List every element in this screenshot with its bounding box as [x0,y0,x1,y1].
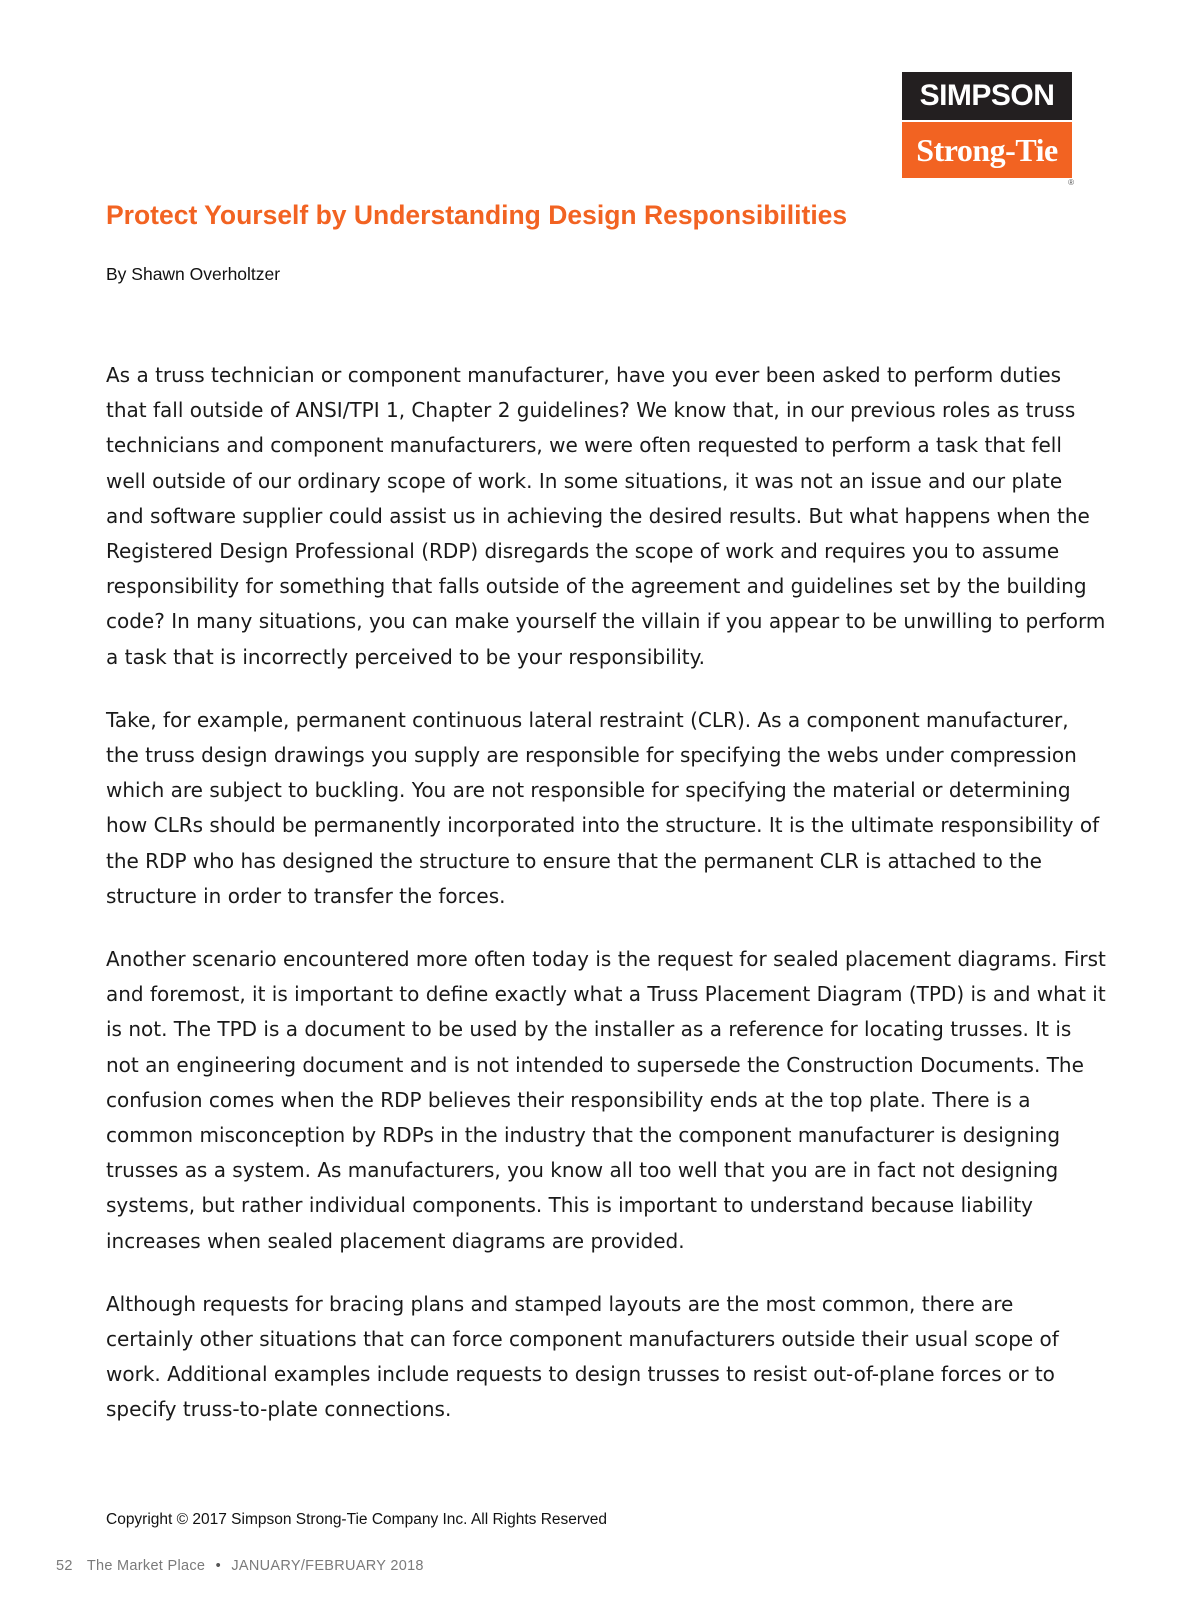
page-footer [56,1558,434,1574]
copyright-notice: Copyright © 2017 Simpson Strong-Tie Company Inc. All Rights Reserved [106,1511,608,1528]
paragraph-2: Take, for example, permanent continuous lateral restraint (CLR). As a component manufacturer, the truss design drawings you supply are responsible for specifying the webs under compression which are subject to buckling. You are not responsible for specifying the material or determining how CLRs should be permanently incorporated into the structure. It is the ultimate responsibility of the RDP who has designed the structure to ensure that the permanent CLR is attached to the structure in order to transfer the forces. [106,707,1100,908]
paragraph-1: As a truss technician or component manufacturer, have you ever been asked to perform duties that fall outside of ANSI/TPI 1, Chapter 2 guidelines? We know that, in our previous roles as truss technicians and component manufacturers, we were often requested to perform a task that fell well outside of our ordinary scope of work. In some situations, it was not an issue and our plate and software supplier could assist us in achieving the desired results. But what happens when the Registered Design Professional (RDP) disregards the scope of work and requires you to assume responsibility for something that falls outside of the agreement and guidelines set by the building code? In many situations, you can make yourself the villain if you appear to be unwilling to perform a task that is incorrectly perceived to be your responsibility. [106,363,1106,669]
footer-separator: • [215,1558,221,1574]
article-body [106,358,1106,1456]
paragraph-3: Another scenario encountered more often today is the request for sealed placement diagrams. First and foremost, it is important to define exactly what a Truss Placement Diagram (TPD) is and what it is not. The TPD is a document to be used by the installer as a reference for locating trusses. It is not an engineering document and is not intended to supersede the Construction Documents. The confusion comes when the RDP believes their responsibility ends at the top plate. There is a common misconception by RDPs in the industry that the component manufacturer is designing trusses as a system. As manufacturers, you know all too well that you are in fact not designing systems, but rather individual components. This is important to understand because liability increases when sealed placement diagrams are provided. [106,947,1106,1253]
registered-mark: ® [1068,178,1074,187]
paragraph-4: Although requests for bracing plans and stamped layouts are the most common, there are certainly other situations that can force component manufacturers outside their usual scope of work. Additional examples include requests to design trusses to resist out-of-plane forces or to specify truss-to-plate connections. [106,1291,1059,1422]
publication-name: The Market Place [86,1558,206,1574]
simpson-strong-tie-logo [902,72,1074,187]
page-number: 52 [56,1558,73,1574]
issue-date: JANUARY/FEBRUARY 2018 [231,1558,424,1574]
article-title: Protect Yourself by Understanding Design Responsibilities [106,200,848,230]
logo-simpson-text: SIMPSON [902,72,1072,120]
article-byline: By Shawn Overholtzer [106,264,281,284]
logo-strong-tie-text: Strong-Tie [902,122,1072,178]
